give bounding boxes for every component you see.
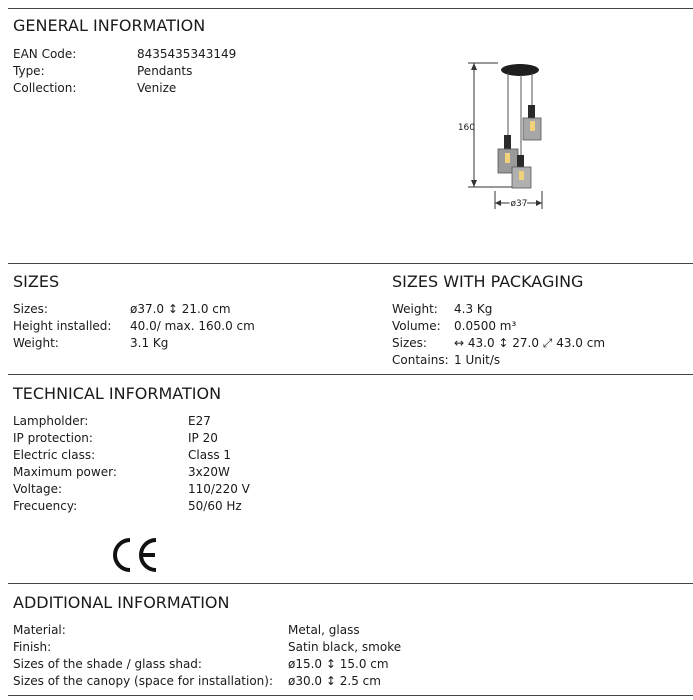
height-installed-value: 40.0/ max. 160.0 cm — [130, 319, 255, 333]
general-title: GENERAL INFORMATION — [13, 16, 206, 35]
collection-value: Venize — [137, 81, 177, 95]
lampholder-value: E27 — [188, 414, 211, 428]
ce-mark-icon — [112, 536, 162, 574]
pack-volume-label: Volume: — [392, 319, 441, 333]
technical-title: TECHNICAL INFORMATION — [13, 384, 222, 403]
pack-volume-value: 0.0500 m³ — [454, 319, 517, 333]
pack-contains-label: Contains: — [392, 353, 449, 367]
type-value: Pendants — [137, 64, 193, 78]
shade-size-value: ø15.0 ↕ 15.0 cm — [288, 657, 389, 671]
frequency-label: Frecuency: — [13, 499, 78, 513]
pack-contains-value: 1 Unit/s — [454, 353, 501, 367]
canopy-size-value: ø30.0 ↕ 2.5 cm — [288, 674, 381, 688]
collection-label: Collection: — [13, 81, 77, 95]
lampholder-label: Lampholder: — [13, 414, 89, 428]
pack-weight-value: 4.3 Kg — [454, 302, 493, 316]
voltage-label: Voltage: — [13, 482, 63, 496]
sizes-value: ø37.0 ↕ 21.0 cm — [130, 302, 231, 316]
weight-label: Weight: — [13, 336, 59, 350]
pack-sizes-value: ↔ 43.0 ↕ 27.0 ⤢ 43.0 cm — [454, 336, 606, 350]
finish-value: Satin black, smoke — [288, 640, 402, 654]
product-dimension-drawing — [440, 55, 560, 215]
sizes-label: Sizes: — [13, 302, 48, 316]
electric-class-label: Electric class: — [13, 448, 96, 462]
canopy — [501, 64, 539, 76]
bottom-divider — [8, 695, 693, 696]
shade-size-label: Sizes of the shade / glass shad: — [13, 657, 202, 671]
ip-protection-value: IP 20 — [188, 431, 218, 445]
canopy-size-label: Sizes of the canopy (space for installation): — [13, 674, 274, 688]
pack-weight-label: Weight: — [392, 302, 438, 316]
frequency-value: 50/60 Hz — [188, 499, 242, 513]
type-label: Type: — [13, 64, 45, 78]
weight-value: 3.1 Kg — [130, 336, 169, 350]
packaging-title: SIZES WITH PACKAGING — [392, 272, 584, 291]
sizes-divider — [8, 263, 693, 264]
height-dimension-label: 160 — [457, 123, 475, 133]
electric-class-value: Class 1 — [188, 448, 232, 462]
width-dimension-label: ø37 — [510, 199, 528, 209]
additional-divider — [8, 583, 693, 584]
voltage-value: 110/220 V — [188, 482, 250, 496]
ean-label: EAN Code: — [13, 47, 77, 61]
finish-label: Finish: — [13, 640, 52, 654]
sizes-title: SIZES — [13, 272, 60, 291]
pack-sizes-label: Sizes: — [392, 336, 427, 350]
ip-protection-label: IP protection: — [13, 431, 93, 445]
material-label: Material: — [13, 623, 66, 637]
ean-value: 8435435343149 — [137, 47, 237, 61]
material-value: Metal, glass — [288, 623, 360, 637]
height-installed-label: Height installed: — [13, 319, 112, 333]
top-divider — [8, 8, 693, 9]
additional-title: ADDITIONAL INFORMATION — [13, 593, 230, 612]
maximum-power-label: Maximum power: — [13, 465, 117, 479]
technical-divider — [8, 374, 693, 375]
maximum-power-value: 3x20W — [188, 465, 230, 479]
